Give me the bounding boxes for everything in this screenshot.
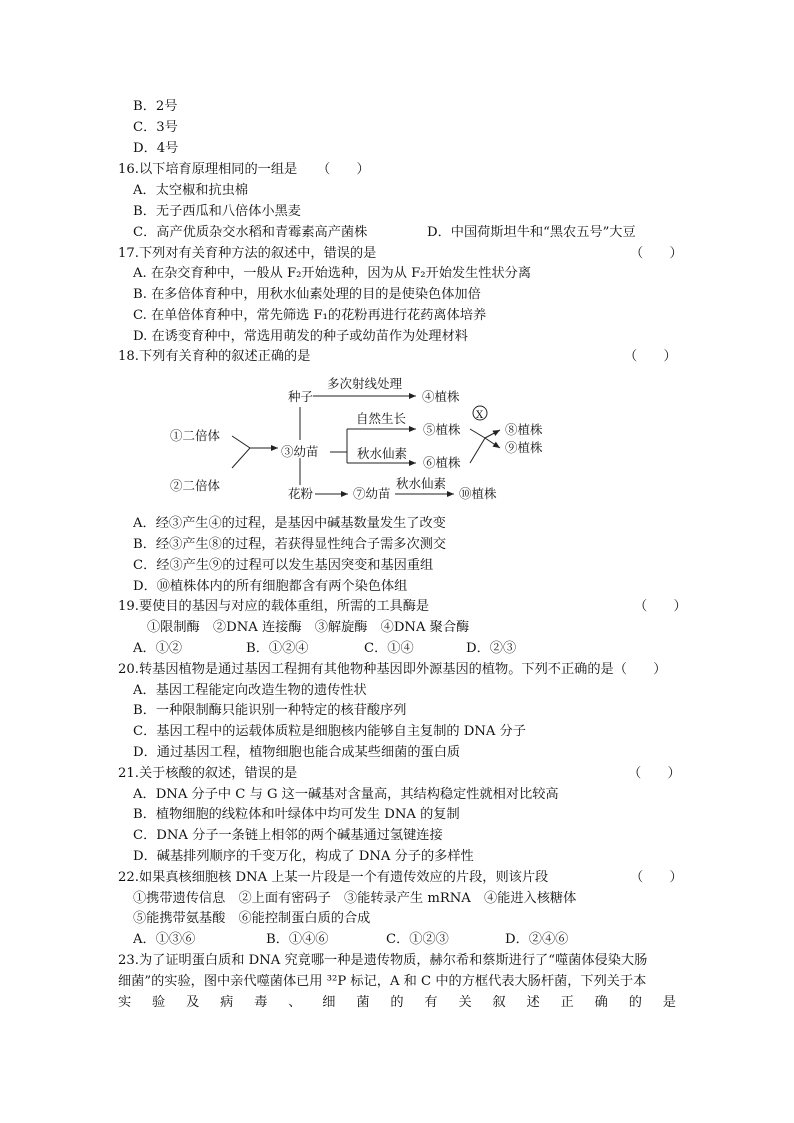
char: 的 <box>628 995 642 1010</box>
char: 、 <box>288 995 302 1010</box>
option-b: B．①②④ <box>246 641 309 656</box>
label-colchicine-1: 秋水仙素 <box>357 446 408 461</box>
node-seed: 种子 <box>288 389 314 404</box>
option-a: A．DNA 分子中 C 与 G 这一碱基对含量高，其结构稳定性就相对比较高 <box>133 787 559 802</box>
item-list: ⑤能携带氨基酸 ⑥能控制蛋白质的合成 <box>133 911 371 926</box>
char: 的 <box>390 995 404 1010</box>
cross-symbol: X <box>476 410 484 421</box>
char: 确 <box>594 995 608 1010</box>
answer-paren: （ ） <box>634 599 687 614</box>
char: 细 <box>322 995 336 1010</box>
option-d: D．中国荷斯坦牛和“黑农五号”大豆 <box>427 225 636 240</box>
option-d: D．4号 <box>133 141 179 156</box>
node-plant-8: ⑧植株 <box>505 422 543 437</box>
question-18-stem: 18.下列有关育种的叙述正确的是 <box>118 349 311 364</box>
node-diploid-1: ①二倍体 <box>170 428 221 443</box>
option-b: B．无子西瓜和八倍体小黑麦 <box>133 204 301 219</box>
question-16-stem: 16.以下培育原理相同的一组是 （ ） <box>118 162 370 177</box>
option-c: C．①②③ <box>386 932 449 947</box>
node-seedling-7: ⑦幼苗 <box>353 486 391 501</box>
option-b: B．2号 <box>133 99 178 114</box>
label-multi-radiation: 多次射线处理 <box>327 376 403 391</box>
question-19-stem: 19.要使目的基因与对应的载体重组，所需的工具酶是 <box>118 599 430 614</box>
option-a: A．①③⑥ <box>133 932 196 947</box>
option-d: D．②③ <box>466 641 517 656</box>
char: 菌 <box>356 995 370 1010</box>
char: 病 <box>220 995 234 1010</box>
char: 正 <box>560 995 574 1010</box>
option-c: C. 在单倍体育种中，常先筛选 F₁的花粉再进行花药离体培养 <box>133 308 487 323</box>
option-d: D. 在诱变育种中，常选用萌发的种子或幼苗作为处理材料 <box>133 329 468 344</box>
option-c: C．①④ <box>364 641 414 656</box>
char: 述 <box>526 995 540 1010</box>
question-23-line-1: 23.为了证明蛋白质和 DNA 究竟哪一种是遗传物质，赫尔希和蔡斯进行了“噬菌体侵染大肠 <box>118 953 648 968</box>
char: 关 <box>458 995 472 1010</box>
char: 有 <box>424 995 438 1010</box>
node-plant-9: ⑨植株 <box>505 440 543 455</box>
node-plant-4: ④植株 <box>422 389 460 404</box>
char: 叙 <box>492 995 506 1010</box>
option-d: D．碱基排列顺序的千变万化，构成了 DNA 分子的多样性 <box>133 849 474 864</box>
option-b: B. 在多倍体育种中，用秋水仙素处理的目的是使染色体加倍 <box>133 287 481 302</box>
option-a: A．①② <box>133 641 183 656</box>
option-d: D．⑩植株体内的所有细胞都含有两个染色体组 <box>133 579 408 594</box>
node-diploid-2: ②二倍体 <box>170 478 221 493</box>
question-22-stem: 22.如果真核细胞核 DNA 上某一片段是一个有遗传效应的片段，则该片段 <box>118 870 549 885</box>
node-seedling-3: ③幼苗 <box>281 444 319 459</box>
option-a: A．基因工程能定向改造生物的遗传性状 <box>133 683 367 698</box>
char: 毒 <box>254 995 268 1010</box>
question-20-stem: 20.转基因植物是通过基因工程拥有其他物种基因即外源基因的植物。下列不正确的是（ ） <box>118 662 667 677</box>
answer-paren: （ ） <box>630 246 683 261</box>
option-d: D．通过基因工程，植物细胞也能合成某些细菌的蛋白质 <box>133 745 461 760</box>
option-b: B．①④⑥ <box>266 932 329 947</box>
node-plant-6: ⑥植株 <box>423 455 461 470</box>
char: 验 <box>152 995 166 1010</box>
label-natural-growth: 自然生长 <box>356 411 407 426</box>
question-21-stem: 21.关于核酸的叙述，错误的是 <box>118 766 298 781</box>
node-plant-10: ⑩植株 <box>459 486 497 501</box>
option-c: C．经③产生⑨的过程可以发生基因突变和基因重组 <box>133 558 434 573</box>
char: 实 <box>118 995 132 1010</box>
question-17-stem: 17.下列对有关育种方法的叙述中，错误的是 <box>118 246 377 261</box>
question-23-line-3 <box>118 993 676 1013</box>
option-c: C．高产优质杂交水稻和青霉素高产菌株 <box>133 225 368 240</box>
option-a: A．经③产生④的过程，是基因中碱基数量发生了改变 <box>133 516 446 531</box>
char: 及 <box>186 995 200 1010</box>
node-pollen: 花粉 <box>288 486 314 501</box>
option-c: C．DNA 分子一条链上相邻的两个碱基通过氢键连接 <box>133 828 443 843</box>
answer-paren: （ ） <box>628 766 681 781</box>
answer-paren: （ ） <box>630 870 683 885</box>
answer-paren: （ ） <box>624 349 677 364</box>
option-c: C．基因工程中的运载体质粒是细胞核内能够自主复制的 DNA 分子 <box>133 724 526 739</box>
char: 是 <box>662 995 676 1010</box>
question-23-line-2: 细菌”的实验，图中亲代噬菌体已用 ³²P 标记，A 和 C 中的方框代表大肠杆菌，下列关于本 <box>118 974 647 989</box>
option-b: B．一种限制酶只能识别一种特定的核苷酸序列 <box>133 703 407 718</box>
option-a: A. 在杂交育种中，一般从 F₂开始选种，因为从 F₂开始发生性状分离 <box>133 266 532 281</box>
option-a: A．太空椒和抗虫棉 <box>133 183 249 198</box>
label-colchicine-2: 秋水仙素 <box>396 476 447 491</box>
option-c: C．3号 <box>133 120 178 135</box>
item-list: ①限制酶 ②DNA 连接酶 ③解旋酶 ④DNA 聚合酶 <box>147 620 470 635</box>
option-d: D．②④⑥ <box>505 932 569 947</box>
option-b: B．经③产生⑧的过程，若获得显性纯合子需多次测交 <box>133 537 447 552</box>
option-b: B．植物细胞的线粒体和叶绿体中均可发生 DNA 的复制 <box>133 807 460 822</box>
node-plant-5: ⑤植株 <box>423 422 461 437</box>
breeding-diagram <box>150 368 550 508</box>
item-list: ①携带遗传信息 ②上面有密码子 ③能转录产生 mRNA ④能进入核糖体 <box>133 891 577 906</box>
